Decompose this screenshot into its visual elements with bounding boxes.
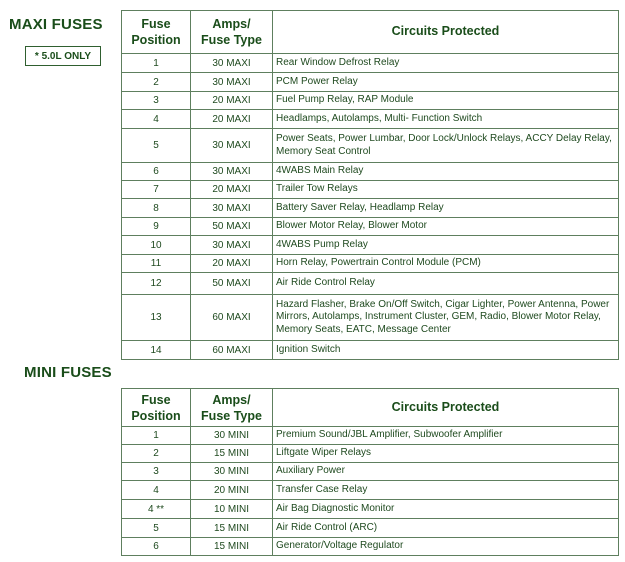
fuse-amps-cell: 20 MAXI bbox=[191, 92, 273, 110]
fuse-position-cell: 6 bbox=[122, 163, 191, 181]
engine-note-badge: * 5.0L ONLY bbox=[25, 46, 101, 66]
fuse-position-cell: 1 bbox=[122, 54, 191, 73]
table-row bbox=[122, 236, 619, 255]
table-row bbox=[122, 92, 619, 110]
fuse-amps-cell: 60 MAXI bbox=[191, 295, 273, 341]
col-header-position: Fuse Position bbox=[122, 11, 191, 54]
fuse-position-cell: 2 bbox=[122, 73, 191, 92]
circuits-cell: Trailer Tow Relays bbox=[273, 181, 619, 199]
circuits-cell: Liftgate Wiper Relays bbox=[273, 445, 619, 463]
circuits-cell: Headlamps, Autolamps, Multi- Function Switch bbox=[273, 110, 619, 129]
mini-fuses-title: MINI FUSES bbox=[24, 364, 112, 381]
fuse-position-cell: 4 bbox=[122, 110, 191, 129]
circuits-cell: Air Ride Control (ARC) bbox=[273, 519, 619, 538]
table-row bbox=[122, 129, 619, 163]
table-row bbox=[122, 481, 619, 500]
circuits-cell: Rear Window Defrost Relay bbox=[273, 54, 619, 73]
circuits-cell: Air Bag Diagnostic Monitor bbox=[273, 500, 619, 519]
table-header-row bbox=[122, 11, 619, 54]
fuse-amps-cell: 30 MAXI bbox=[191, 73, 273, 92]
fuse-amps-cell: 30 MAXI bbox=[191, 129, 273, 163]
table-row bbox=[122, 500, 619, 519]
fuse-amps-cell: 30 MAXI bbox=[191, 163, 273, 181]
fuse-position-cell: 1 bbox=[122, 427, 191, 445]
table-row bbox=[122, 463, 619, 481]
fuse-position-cell: 3 bbox=[122, 92, 191, 110]
table-row bbox=[122, 445, 619, 463]
fuse-position-cell: 5 bbox=[122, 129, 191, 163]
circuits-cell: Ignition Switch bbox=[273, 341, 619, 360]
maxi-fuses-title: MAXI FUSES bbox=[9, 16, 103, 33]
fuse-position-cell: 12 bbox=[122, 273, 191, 295]
fuse-amps-cell: 20 MAXI bbox=[191, 110, 273, 129]
table-row bbox=[122, 255, 619, 273]
fuse-position-cell: 4 ** bbox=[122, 500, 191, 519]
fuse-amps-cell: 60 MAXI bbox=[191, 341, 273, 360]
fuse-amps-cell: 50 MAXI bbox=[191, 218, 273, 236]
fuse-position-cell: 9 bbox=[122, 218, 191, 236]
circuits-cell: Horn Relay, Powertrain Control Module (PCM) bbox=[273, 255, 619, 273]
fuse-amps-cell: 20 MAXI bbox=[191, 255, 273, 273]
fuse-amps-cell: 30 MAXI bbox=[191, 54, 273, 73]
table-row bbox=[122, 218, 619, 236]
table-row bbox=[122, 110, 619, 129]
circuits-cell: Fuel Pump Relay, RAP Module bbox=[273, 92, 619, 110]
table-row bbox=[122, 163, 619, 181]
fuse-position-cell: 4 bbox=[122, 481, 191, 500]
fuse-position-cell: 10 bbox=[122, 236, 191, 255]
fuse-amps-cell: 15 MINI bbox=[191, 519, 273, 538]
mini-fuse-table bbox=[121, 388, 619, 556]
col-header-position: Fuse Position bbox=[122, 389, 191, 427]
fuse-position-cell: 11 bbox=[122, 255, 191, 273]
circuits-cell: Air Ride Control Relay bbox=[273, 273, 619, 295]
fuse-amps-cell: 10 MINI bbox=[191, 500, 273, 519]
table-row bbox=[122, 519, 619, 538]
fuse-position-cell: 14 bbox=[122, 341, 191, 360]
circuits-cell: Power Seats, Power Lumbar, Door Lock/Unlock Relays, ACCY Delay Relay, Memory Seat Control bbox=[273, 129, 619, 163]
circuits-cell: 4WABS Pump Relay bbox=[273, 236, 619, 255]
fuse-amps-cell: 20 MINI bbox=[191, 481, 273, 500]
circuits-cell: Auxiliary Power bbox=[273, 463, 619, 481]
table-row bbox=[122, 295, 619, 341]
table-row bbox=[122, 199, 619, 218]
fuse-amps-cell: 15 MINI bbox=[191, 445, 273, 463]
table-row bbox=[122, 341, 619, 360]
col-header-amps: Amps/ Fuse Type bbox=[191, 11, 273, 54]
fuse-position-cell: 5 bbox=[122, 519, 191, 538]
fuse-position-cell: 7 bbox=[122, 181, 191, 199]
maxi-fuse-table bbox=[121, 10, 619, 360]
fuse-position-cell: 2 bbox=[122, 445, 191, 463]
fuse-position-cell: 13 bbox=[122, 295, 191, 341]
fuse-amps-cell: 30 MINI bbox=[191, 427, 273, 445]
table-row bbox=[122, 273, 619, 295]
circuits-cell: Hazard Flasher, Brake On/Off Switch, Cigar Lighter, Power Antenna, Power Mirrors, Autolamps, Instrument Cluster, GEM, Radio, Blower Motor Relay, Memory Seats, EATC, Message Center bbox=[273, 295, 619, 341]
table-row bbox=[122, 181, 619, 199]
circuits-cell: Premium Sound/JBL Amplifier, Subwoofer Amplifier bbox=[273, 427, 619, 445]
fuse-position-cell: 3 bbox=[122, 463, 191, 481]
circuits-cell: Transfer Case Relay bbox=[273, 481, 619, 500]
circuits-cell: Battery Saver Relay, Headlamp Relay bbox=[273, 199, 619, 218]
circuits-cell: PCM Power Relay bbox=[273, 73, 619, 92]
fuse-amps-cell: 30 MAXI bbox=[191, 199, 273, 218]
table-header-row bbox=[122, 389, 619, 427]
fuse-amps-cell: 50 MAXI bbox=[191, 273, 273, 295]
col-header-circuits: Circuits Protected bbox=[273, 389, 619, 427]
fuse-amps-cell: 15 MINI bbox=[191, 538, 273, 556]
table-row bbox=[122, 427, 619, 445]
col-header-circuits: Circuits Protected bbox=[273, 11, 619, 54]
circuits-cell: Blower Motor Relay, Blower Motor bbox=[273, 218, 619, 236]
fuse-position-cell: 8 bbox=[122, 199, 191, 218]
circuits-cell: 4WABS Main Relay bbox=[273, 163, 619, 181]
table-row bbox=[122, 538, 619, 556]
fuse-amps-cell: 30 MAXI bbox=[191, 236, 273, 255]
fuse-amps-cell: 20 MAXI bbox=[191, 181, 273, 199]
circuits-cell: Generator/Voltage Regulator bbox=[273, 538, 619, 556]
fuse-amps-cell: 30 MINI bbox=[191, 463, 273, 481]
col-header-amps: Amps/ Fuse Type bbox=[191, 389, 273, 427]
table-row bbox=[122, 73, 619, 92]
table-row bbox=[122, 54, 619, 73]
fuse-position-cell: 6 bbox=[122, 538, 191, 556]
